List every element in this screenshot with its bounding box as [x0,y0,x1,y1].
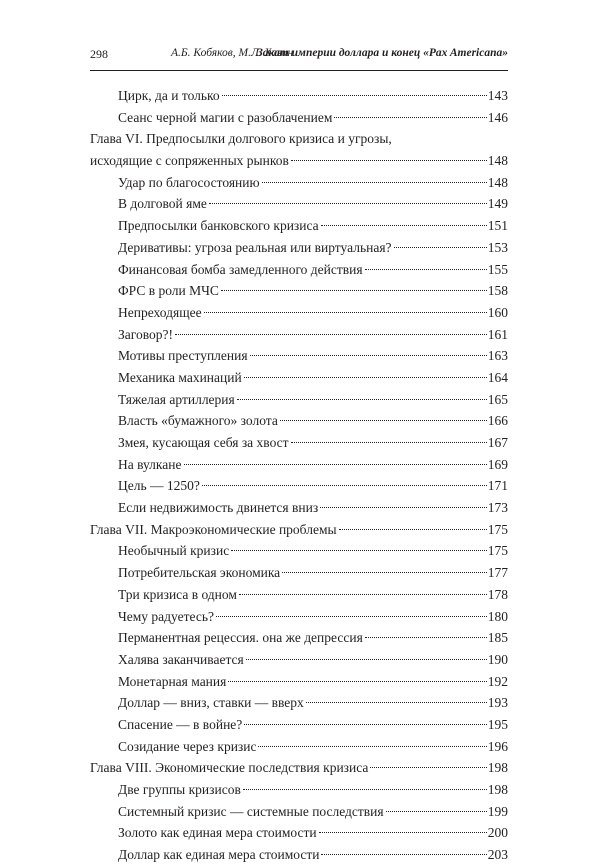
toc-entry-page-number: 165 [487,391,508,407]
toc-entry-page-number: 175 [487,543,508,559]
toc-section-entry[interactable] [90,540,508,562]
dot-leader [320,507,487,508]
toc-section-entry[interactable] [90,801,508,823]
dot-leader [216,616,487,617]
toc-section-entry[interactable] [90,454,508,476]
toc-chapter-entry[interactable] [90,150,508,172]
toc-entry-page-number: 173 [487,500,508,516]
toc-entry-title: Две группы кризисов [118,782,241,797]
toc-entry-title: Потребительская экономика [118,565,281,581]
toc-entry-page-number: 185 [487,630,508,646]
toc-entry-title: Чему радуетесь? [118,608,214,624]
toc-entry-title: Необычный кризис [118,543,230,559]
toc-section-entry[interactable] [90,844,508,866]
toc-section-entry[interactable] [90,85,508,107]
dot-leader [339,529,487,530]
toc-chapter-entry[interactable] [90,757,508,779]
toc-section-entry[interactable] [90,432,508,454]
toc-chapter-entry[interactable] [90,519,508,541]
header-rule [90,70,508,71]
toc-entry-page-number: 148 [487,153,508,169]
header-authors: А.Б. Кобяков, М.Л. Хазин [171,47,294,59]
toc-section-entry[interactable] [90,822,508,844]
toc-entry-page-number: 158 [487,283,508,299]
toc-section-entry[interactable] [90,324,508,346]
toc-section-entry[interactable] [90,562,508,584]
toc-entry-page-number: 180 [487,608,508,624]
toc-entry-title: Цирк, да и только [118,88,220,103]
toc-section-entry[interactable] [90,237,508,259]
toc-section-entry[interactable] [90,389,508,411]
toc-entry-page-number: 153 [487,239,508,255]
dot-leader [262,182,487,183]
toc-section-entry[interactable] [90,107,508,129]
dot-leader [228,681,486,682]
dot-leader [291,442,487,443]
toc-section-entry[interactable] [90,714,508,736]
toc-entry-title: Доллар как единая мера стоимости [118,847,320,863]
toc-entry-page-number: 171 [487,478,508,494]
dot-leader [243,789,487,790]
toc-entry-page-number: 203 [487,847,508,863]
toc-entry-page-number: 160 [487,304,508,320]
toc-entry-title: В долговой яме [118,196,207,212]
toc-section-entry[interactable] [90,692,508,714]
toc-entry-page-number: 146 [487,109,508,125]
toc-entry-title: Цель — 1250? [118,478,200,494]
toc-entry-page-number: 175 [487,521,508,537]
toc-entry-title: Золото как единая мера стоимости [118,825,317,841]
toc-entry-page-number: 148 [487,174,508,190]
dot-leader [365,269,487,270]
toc-entry-page-number: 177 [487,565,508,581]
toc-section-entry[interactable] [90,215,508,237]
toc-entry-page-number: 155 [487,261,508,277]
dot-leader [237,399,487,400]
toc-entry-title: Власть «бумажного» золота [118,413,278,429]
toc-entry-page-number: 200 [487,825,508,841]
toc-entry-page-number: 169 [487,456,508,472]
toc-section-entry[interactable] [90,627,508,649]
toc-section-entry[interactable] [90,475,508,497]
dot-leader [209,203,487,204]
toc-entry-page-number: 192 [487,673,508,689]
running-head [90,47,508,67]
toc-entry-title: ФРС в роли МЧС [118,283,219,299]
toc-entry-page-number: 178 [487,586,508,602]
toc-section-entry[interactable] [90,779,508,801]
toc-entry-title: Системный кризис — системные последствия [118,803,384,819]
toc-entry-page-number: 199 [487,803,508,819]
toc-entry-title: Три кризиса в одном [118,586,237,602]
toc-entry-page-number: 161 [487,326,508,342]
toc-section-entry[interactable] [90,172,508,194]
toc-section-entry[interactable] [90,367,508,389]
toc-entry-title: Финансовая бомба замедленного действия [118,261,363,277]
toc-entry-title: Мотивы преступления [118,348,248,364]
toc-entry-page-number: 166 [487,413,508,429]
toc-entry-page-number: 193 [487,695,508,711]
toc-entry-title: На вулкане [118,456,182,472]
toc-section-entry[interactable] [90,193,508,215]
dot-leader [221,290,487,291]
dot-leader [291,160,487,161]
page-number: 298 [90,47,108,61]
dot-leader [321,225,487,226]
toc-entry-title: Халява заканчивается [118,651,244,667]
toc-entry-page-number: 167 [487,435,508,450]
toc-section-entry[interactable] [90,280,508,302]
dot-leader [280,420,487,421]
header-book-title: Закат империи доллара и конец «Pax Americana» [256,47,508,59]
toc-entry-title: Доллар — вниз, ставки — вверх [118,695,304,711]
dot-leader [222,95,487,96]
toc-chapter-heading-line: Глава VI. Предпосылки долгового кризиса и угрозы, [90,131,392,147]
toc-entry-title: исходящие с сопряженных рынков [90,153,289,169]
dot-leader [334,117,486,118]
toc-entry-page-number: 195 [487,716,508,732]
dot-leader [306,702,487,703]
toc-entry-title: Непреходящее [118,304,202,320]
toc-entry-title: Спасение — в войне? [118,716,243,732]
toc-entry-title: Созидание через кризис [118,738,257,754]
toc-entry-title: Заговор?! [118,326,173,342]
toc-entry-page-number: 190 [487,651,508,667]
toc-section-entry[interactable] [90,302,508,324]
toc-section-entry[interactable] [90,671,508,693]
dot-leader [258,746,486,747]
toc-entry-title: Глава VIII. Экономические последствия кризиса [90,760,369,776]
dot-leader [365,637,487,638]
toc-entry-page-number: 164 [487,369,508,385]
dot-leader [244,724,486,725]
toc-entry-page-number: 198 [487,760,508,776]
toc-entry-title: Если недвижимость двинется вниз [118,500,319,516]
toc-entry-page-number: 151 [487,218,508,234]
toc-section-entry[interactable] [90,584,508,606]
toc-section-entry[interactable] [90,736,508,758]
toc-entry-page-number: 198 [487,782,508,797]
toc-entry-page-number: 143 [487,88,508,103]
toc-section-entry[interactable] [90,606,508,628]
dot-leader [244,377,487,378]
toc-entry-page-number: 149 [487,196,508,212]
toc-entry-title: Сеанс черной магии с разоблачением [118,109,333,125]
dot-leader [239,594,487,595]
dot-leader [386,811,487,812]
dot-leader [231,550,487,551]
dot-leader [370,767,486,768]
dot-leader [175,334,487,335]
toc-section-entry[interactable] [90,649,508,671]
toc-entry-page-number: 196 [487,738,508,754]
toc-section-entry[interactable] [90,410,508,432]
toc-entry-title: Монетарная мания [118,673,227,689]
toc-entry-title: Удар по благосостоянию [118,174,260,190]
dot-leader [202,485,487,486]
toc-entry-title: Тяжелая артиллерия [118,391,235,407]
toc-entry-title: Перманентная рецессия. она же депрессия [118,630,363,646]
toc-entry-title: Предпосылки банковского кризиса [118,218,319,234]
dot-leader [321,854,486,855]
toc-section-entry[interactable] [90,345,508,367]
dot-leader [250,355,487,356]
toc-section-entry[interactable] [90,259,508,281]
toc-entry-page-number: 163 [487,348,508,364]
dot-leader [246,659,487,660]
dot-leader [282,572,487,573]
toc-entry-title: Глава VII. Макроэкономические проблемы [90,521,337,537]
dot-leader [319,832,487,833]
dot-leader [184,464,487,465]
dot-leader [204,312,487,313]
toc-entry-title: Механика махинаций [118,369,242,385]
toc-entry-title: Змея, кусающая себя за хвост [118,435,289,450]
dot-leader [394,247,487,248]
toc-entry-title: Деривативы: угроза реальная или виртуальная? [118,239,392,255]
table-of-contents [90,85,508,866]
toc-section-entry[interactable] [90,497,508,519]
